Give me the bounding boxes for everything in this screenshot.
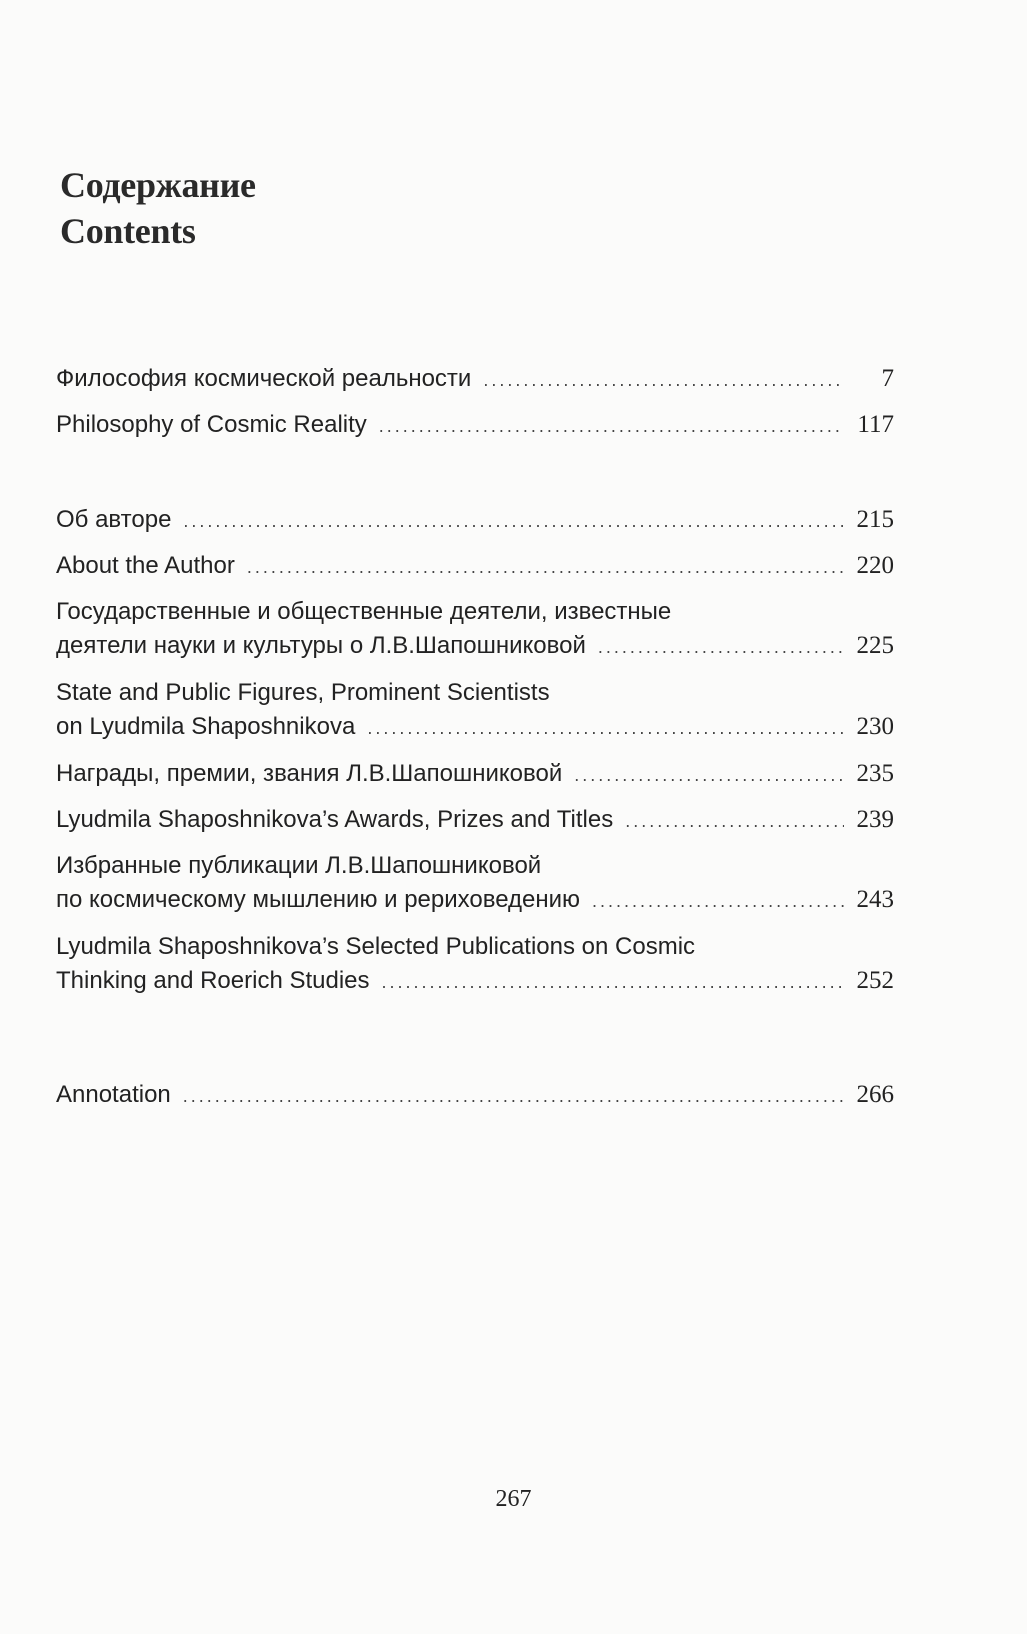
toc-entry-page: 239 xyxy=(856,806,894,833)
toc-entry-page: 215 xyxy=(856,506,894,533)
toc-entry-title: Философия космической реальности xyxy=(56,365,472,392)
toc-entry[interactable] xyxy=(56,503,894,538)
toc-entry-title-line1: Lyudmila Shaposhnikova’s Selected Publications on Cosmic xyxy=(56,933,696,960)
toc-leader-dots xyxy=(247,550,844,584)
toc-entry[interactable] xyxy=(56,757,894,792)
toc-leader-dots xyxy=(598,630,844,664)
toc-entry-title: Награды, премии, звания Л.В.Шапошниковой xyxy=(56,760,563,787)
toc-entry-title-line2: по космическому мышлению и рериховедению xyxy=(56,886,581,913)
toc-entry-title-line2: on Lyudmila Shaposhnikova xyxy=(56,713,356,740)
toc-entry-page: 7 xyxy=(881,365,894,392)
toc-leader-dots xyxy=(592,884,844,918)
toc-entry-title: Lyudmila Shaposhnikova’s Awards, Prizes and Titles xyxy=(56,806,614,833)
toc-entry-title: Об авторе xyxy=(56,506,172,533)
toc-entry-title: Annotation xyxy=(56,1081,171,1108)
toc-entry-page: 252 xyxy=(856,967,894,994)
toc-entry[interactable] xyxy=(56,1078,894,1113)
toc-group-appendix xyxy=(56,503,894,1011)
toc-entry-page: 117 xyxy=(857,411,894,438)
toc-entry-title-line1: Избранные публикации Л.В.Шапошниковой xyxy=(56,852,542,879)
toc-entry-page: 225 xyxy=(856,632,894,659)
contents-title-ru: Содержание xyxy=(60,165,256,205)
toc-leader-dots xyxy=(382,965,844,999)
toc-leader-dots xyxy=(574,758,844,792)
toc-entry[interactable] xyxy=(56,849,894,918)
toc-leader-dots xyxy=(625,804,844,838)
toc-leader-dots xyxy=(483,363,844,397)
toc-entry-page: 230 xyxy=(856,713,894,740)
toc-entry-title: About the Author xyxy=(56,552,235,579)
toc-entry-title-line1: Государственные и общественные деятели, известные xyxy=(56,598,672,625)
toc-entry[interactable] xyxy=(56,676,894,745)
toc-entry-title-line2: Thinking and Roerich Studies xyxy=(56,967,370,994)
contents-title-en: Contents xyxy=(60,211,196,251)
toc-entry[interactable] xyxy=(56,362,894,397)
toc-leader-dots xyxy=(379,409,844,443)
toc-leader-dots xyxy=(183,504,844,538)
contents-header xyxy=(60,162,256,254)
toc-entry-title-line2: деятели науки и культуры о Л.В.Шапошниковой xyxy=(56,632,586,659)
toc-leader-dots xyxy=(183,1079,844,1113)
page-number: 267 xyxy=(495,1486,532,1512)
toc-entry[interactable] xyxy=(56,595,894,664)
toc-entry-page: 266 xyxy=(856,1081,894,1108)
toc-entry-title: Philosophy of Cosmic Reality xyxy=(56,411,367,438)
toc-entry-page: 220 xyxy=(856,552,894,579)
toc-entry[interactable] xyxy=(56,408,894,443)
toc-group-annotation xyxy=(56,1078,894,1124)
toc-entry[interactable] xyxy=(56,803,894,838)
toc-entry-title-line1: State and Public Figures, Prominent Scientists xyxy=(56,679,550,706)
toc-entry-page: 243 xyxy=(856,886,894,913)
toc-leader-dots xyxy=(367,711,844,745)
toc-entry[interactable] xyxy=(56,930,894,999)
toc-entry[interactable] xyxy=(56,549,894,584)
toc-group-main xyxy=(56,362,894,454)
toc-entry-page: 235 xyxy=(856,760,894,787)
